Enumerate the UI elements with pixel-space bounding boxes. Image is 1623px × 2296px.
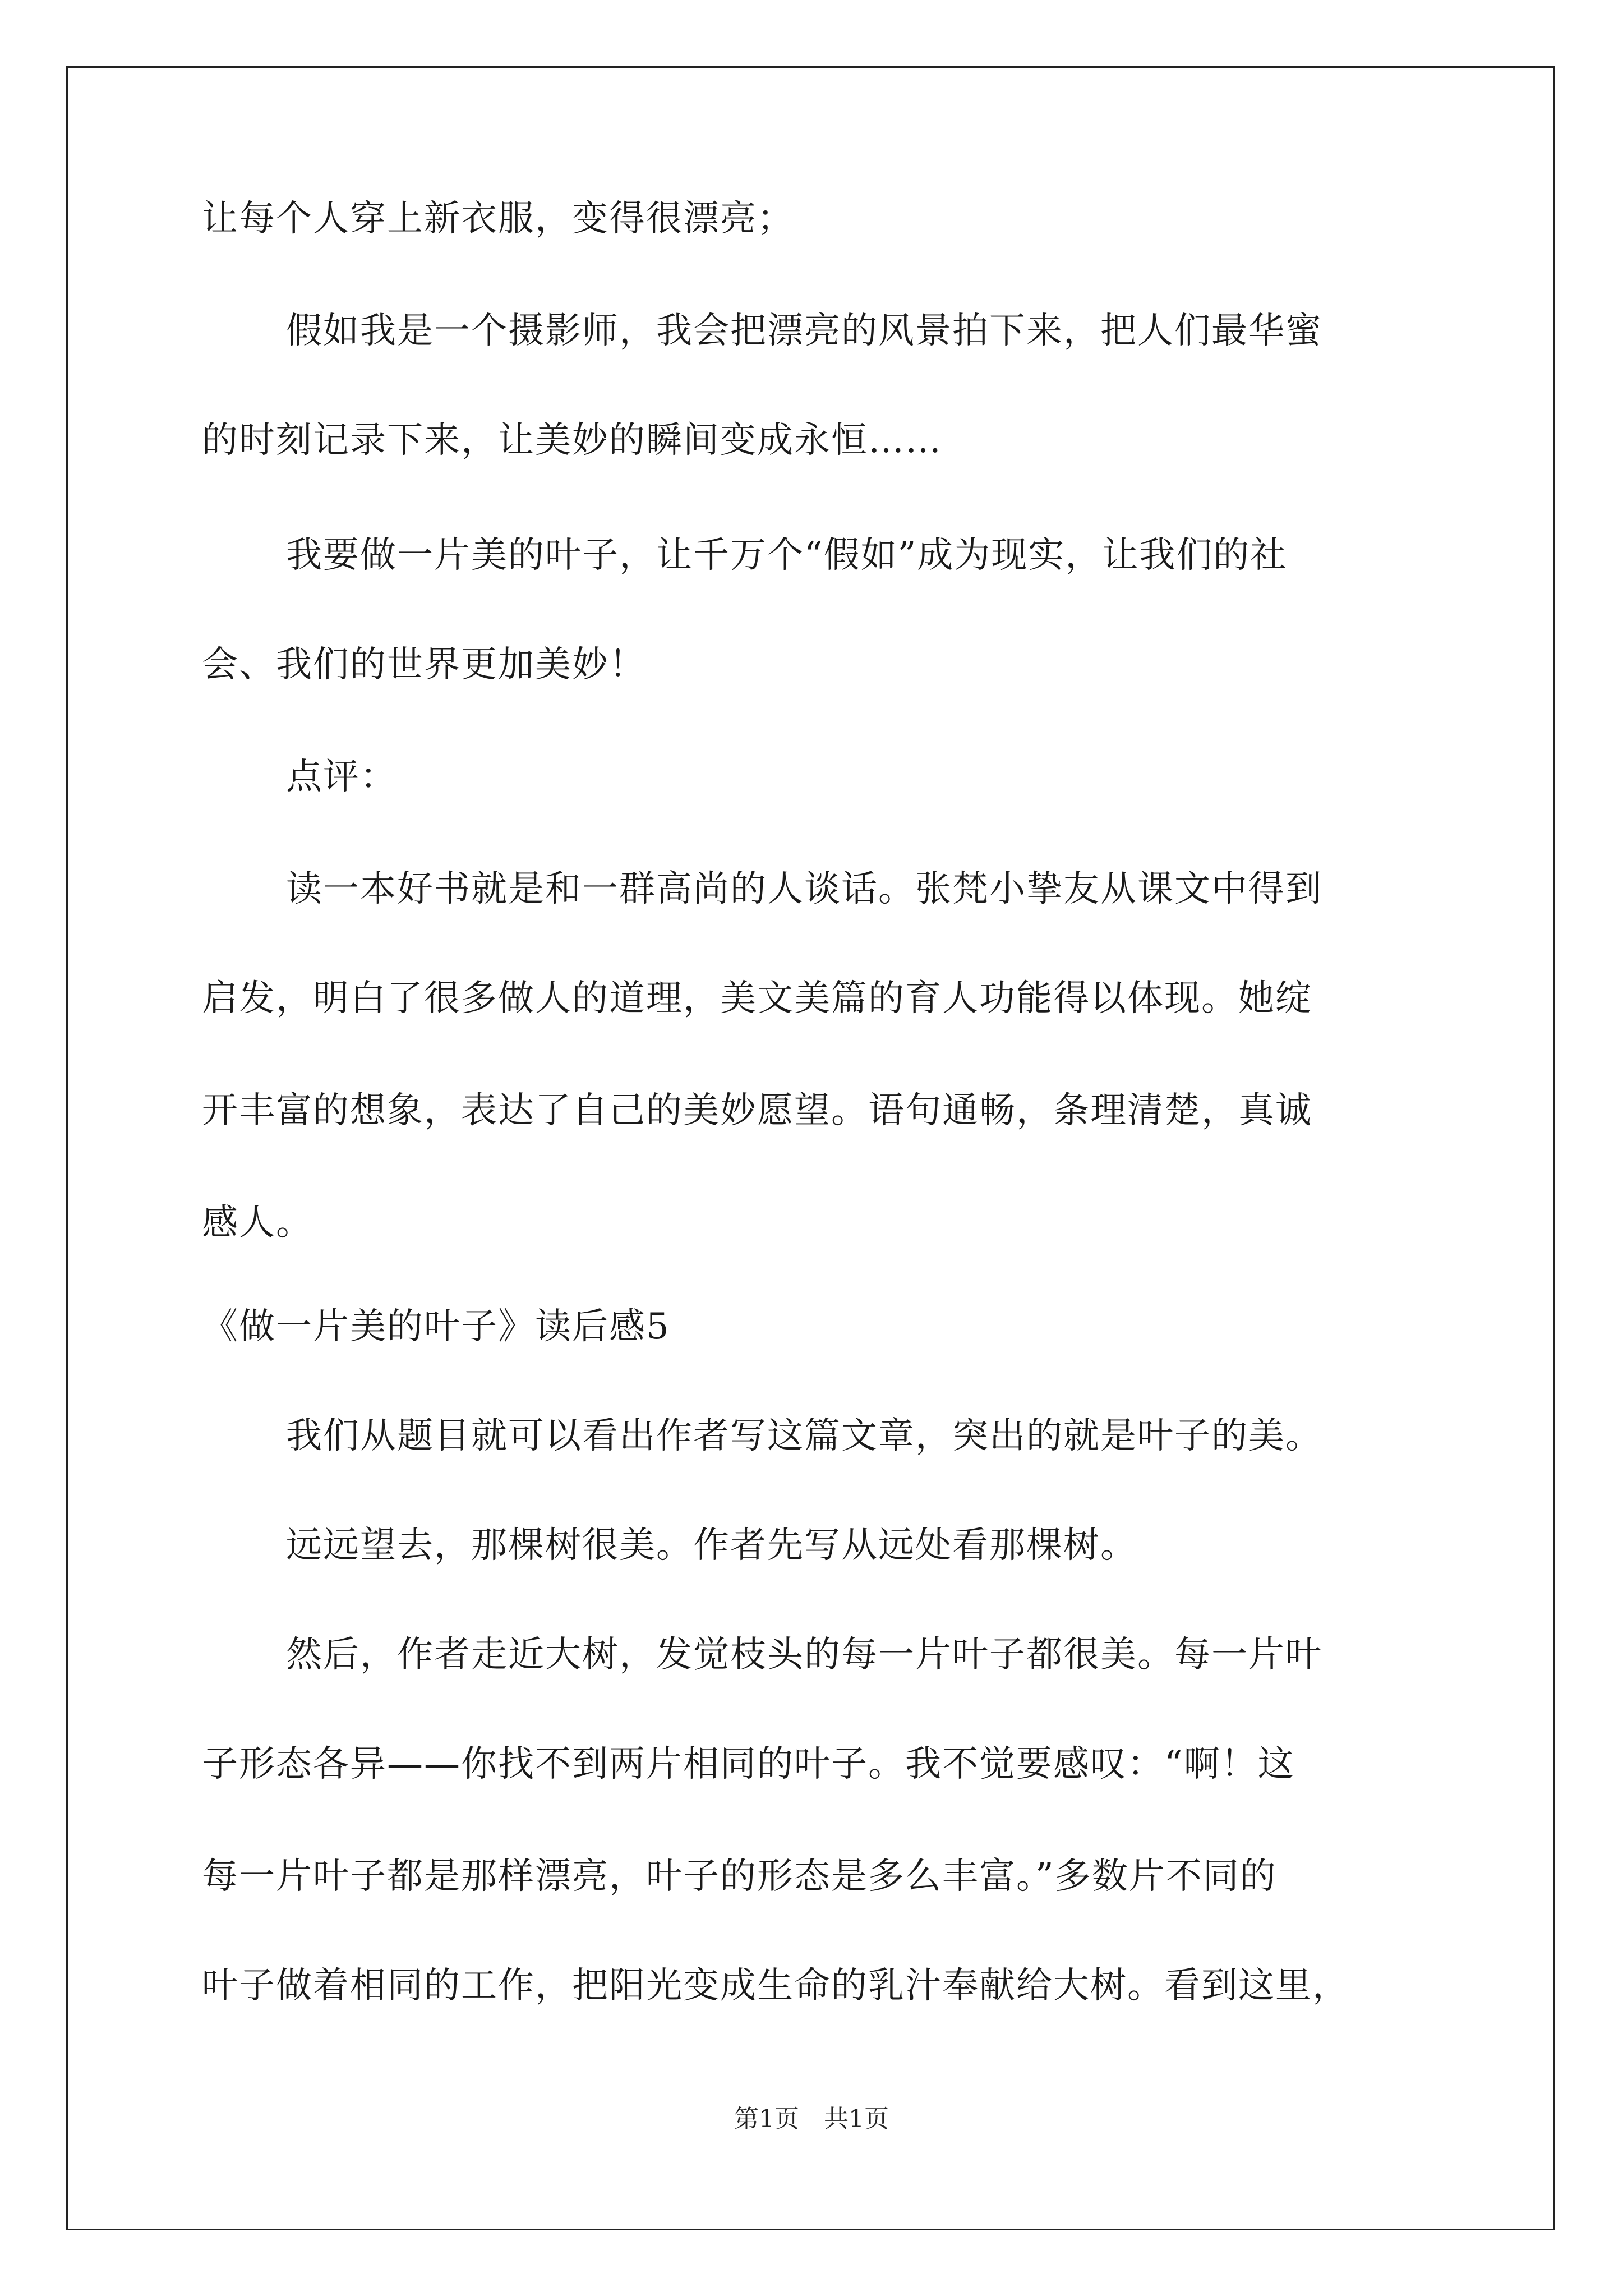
text-line: 读一本好书就是和一群高尚的人谈话。张梵小挚友从课文中得到 [286, 868, 1322, 910]
text-line: 我们从题目就可以看出作者写这篇文章，突出的就是叶子的美。 [286, 1415, 1322, 1457]
text-line: 叶子做着相同的工作，把阳光变成生命的乳汁奉献给大树。看到这里， [202, 1965, 1349, 2007]
section-heading: 《做一片美的叶子》读后感5 [202, 1306, 670, 1347]
text-line: 让每个人穿上新衣服，变得很漂亮； [202, 198, 794, 240]
page-border [66, 66, 1555, 2230]
text-line: 会、我们的世界更加美妙！ [202, 644, 646, 685]
text-line: 启发，明白了很多做人的道理，美文美篇的育人功能得以体现。她绽 [202, 978, 1312, 1019]
text-line: 的时刻记录下来，让美妙的瞬间变成永恒…… [202, 420, 942, 461]
text-line: 远远望去，那棵树很美。作者先写从远处看那棵树。 [286, 1525, 1137, 1566]
text-line: 每一片叶子都是那样漂亮，叶子的形态是多么丰富。”多数片不同的 [202, 1856, 1277, 1897]
page-number-footer: 第1页 共1页 [734, 2105, 889, 2133]
text-line: 假如我是一个摄影师，我会把漂亮的风景拍下来，把人们最华蜜 [286, 310, 1322, 352]
text-line: 我要做一片美的叶子，让千万个“假如”成为现实，让我们的社 [286, 535, 1288, 576]
text-line: 开丰富的想象，表达了自己的美妙愿望。语句通畅，条理清楚，真诚 [202, 1090, 1312, 1131]
text-line: 子形态各异——你找不到两片相同的叶子。我不觉要感叹：“啊！这 [202, 1743, 1295, 1785]
text-line: 感人。 [202, 1202, 313, 1244]
text-line: 然后，作者走近大树，发觉枝头的每一片叶子都很美。每一片叶 [286, 1634, 1322, 1676]
text-line: 点评： [286, 756, 397, 798]
